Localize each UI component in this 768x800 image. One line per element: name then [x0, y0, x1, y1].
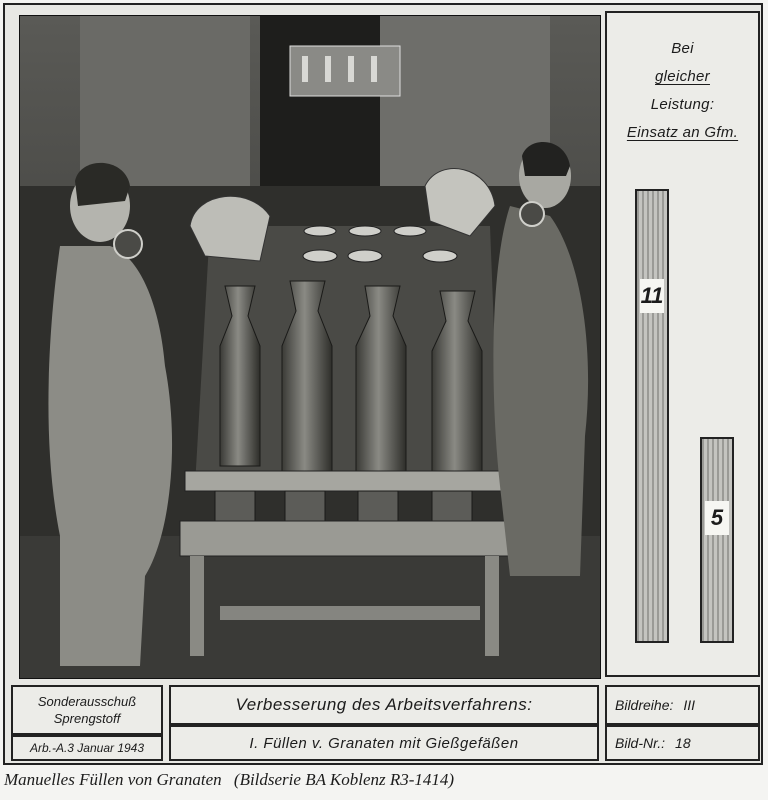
photo-illustration [20, 16, 600, 678]
series-reference: Arb.-A.3 Januar 1943 [11, 735, 163, 761]
bar-2-value-label: 5 [705, 501, 729, 535]
picture-number-value: 18 [675, 735, 691, 751]
heading-line-4: Einsatz an Gfm. [626, 124, 739, 141]
comparison-heading [607, 35, 758, 147]
heading-line-3: Leistung: [650, 96, 715, 113]
heading-line-1: Bei [671, 40, 694, 57]
committee-line-1: Sonderausschuß [37, 694, 137, 709]
bar-1-value-label: 11 [640, 279, 664, 313]
picture-number-cell [605, 725, 760, 761]
poster-subtitle: I. Füllen v. Granaten mit Gießgefäßen [169, 725, 599, 761]
series-value: III [683, 697, 696, 713]
poster-title: Verbesserung des Arbeitsverfahrens: [169, 685, 599, 725]
bar-2 [700, 437, 734, 643]
committee-line-2: Sprengstoff [53, 711, 121, 726]
bar-1 [635, 189, 669, 643]
heading-line-2: gleicher [655, 68, 710, 85]
picture-number-label: Bild-Nr.: [615, 735, 666, 751]
poster-footer [11, 685, 760, 761]
series-cell [605, 685, 760, 725]
comparison-panel [605, 11, 760, 677]
committee-cell [11, 685, 163, 735]
photo-caption [4, 770, 454, 790]
caption-source: (Bildserie BA Koblenz R3-1414) [233, 770, 455, 789]
poster-sheet [3, 3, 763, 765]
caption-text: Manuelles Füllen von Granaten [4, 770, 222, 789]
series-label: Bildreihe: [615, 697, 674, 713]
factory-photo [19, 15, 601, 679]
